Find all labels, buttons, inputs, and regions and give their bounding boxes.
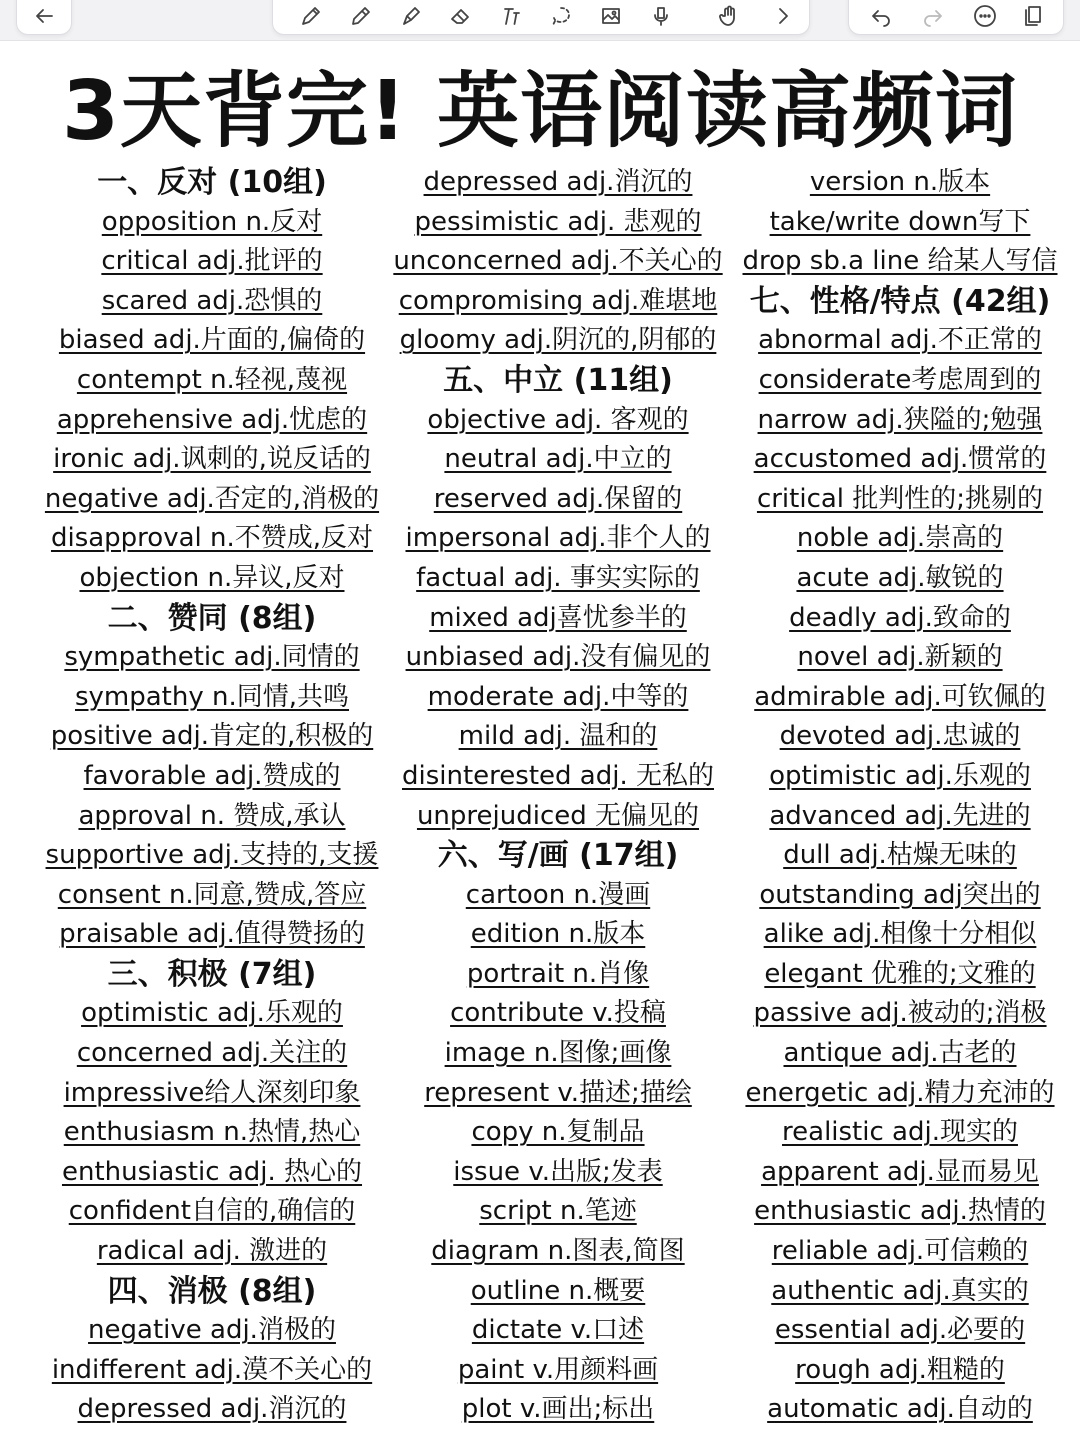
vocab-entry: enthusiastic adj.热情的 — [754, 1196, 1046, 1227]
section-heading-row — [32, 1272, 392, 1312]
section-heading-row — [378, 361, 738, 401]
vocab-entry: negative adj.否定的,消极的 — [44, 483, 380, 514]
vocab-row — [720, 203, 1080, 243]
toolbar-tools-group — [272, 0, 810, 35]
pencil-icon — [349, 4, 373, 28]
vocab-row — [378, 519, 738, 559]
section-heading: 三、积极 (7组) — [107, 956, 317, 992]
vocab-row — [32, 321, 392, 361]
vocab-row — [32, 282, 392, 322]
vocab-row — [32, 1311, 392, 1351]
vocab-entry: antique adj.古老的 — [783, 1038, 1017, 1069]
vocab-row — [720, 1390, 1080, 1430]
vocab-entry: favorable adj.赞成的 — [83, 760, 341, 791]
vocab-entry: edition n.版本 — [470, 919, 646, 950]
vocab-entry: alike adj.相像十分相似 — [763, 919, 1037, 950]
vocab-entry: ironic adj.讽刺的,说反话的 — [53, 444, 371, 475]
vocab-row — [720, 361, 1080, 401]
vocab-entry: consent n.同意,赞成,答应 — [57, 879, 367, 910]
section-heading-row — [32, 599, 392, 639]
page-title: 3天背完! 英语阅读高频词 — [61, 64, 1018, 159]
text-tool-button[interactable] — [495, 0, 527, 32]
vocab-row — [720, 757, 1080, 797]
vocab-row — [720, 440, 1080, 480]
vocab-row — [378, 1272, 738, 1312]
vocab-entry: objection n.异议,反对 — [79, 562, 345, 593]
vocab-row — [378, 1192, 738, 1232]
vocab-entry: contribute v.投稿 — [450, 998, 666, 1029]
vocab-row — [32, 638, 392, 678]
vocab-entry: enthusiastic adj. 热心的 — [61, 1156, 363, 1187]
vocab-entry: authentic adj.真实的 — [771, 1275, 1029, 1306]
section-heading: 二、赞同 (8组) — [107, 600, 317, 636]
more-icon — [973, 4, 997, 28]
vocab-entry: scared adj.恐惧的 — [101, 285, 323, 316]
vocab-row — [378, 1074, 738, 1114]
vocab-entry: rough adj.粗糙的 — [795, 1354, 1005, 1385]
vocab-entry: considerate考虑周到的 — [758, 364, 1042, 395]
vocab-row — [720, 1311, 1080, 1351]
vocab-entry: reserved adj.保留的 — [433, 483, 683, 514]
vocab-entry: praisable adj.值得赞扬的 — [59, 919, 365, 950]
vocab-row — [378, 876, 738, 916]
vocab-row — [32, 1351, 392, 1391]
vocab-entry: supportive adj.支持的,支援 — [45, 840, 379, 871]
vocab-row — [378, 678, 738, 718]
more-button[interactable] — [969, 0, 1001, 32]
vocab-row — [720, 638, 1080, 678]
pen-tool-button[interactable] — [295, 0, 327, 32]
vocab-entry: version n.版本 — [809, 167, 991, 197]
vocab-entry: dictate v.口述 — [471, 1315, 645, 1346]
vocab-row — [720, 1074, 1080, 1114]
toolbar-right-group — [848, 0, 1064, 35]
vocab-row — [720, 519, 1080, 559]
vocab-row — [720, 480, 1080, 520]
section-heading: 七、性格/特点 (42组) — [749, 283, 1051, 319]
vocab-row — [378, 163, 738, 203]
vocab-row — [378, 955, 738, 995]
vocab-row — [720, 994, 1080, 1034]
vocab-entry: apprehensive adj.忧虑的 — [56, 404, 368, 435]
vocab-entry: moderate adj.中等的 — [427, 681, 689, 712]
toolbar-left-group — [16, 0, 72, 35]
vocab-row — [720, 797, 1080, 837]
vocab-entry: negative adj.消极的 — [88, 1315, 336, 1346]
vocab-row — [720, 1192, 1080, 1232]
vocab-entry: neutral adj.中立的 — [444, 444, 672, 475]
text-tool-icon — [499, 4, 523, 28]
section-heading-row — [32, 163, 392, 203]
back-icon — [32, 4, 56, 28]
vocab-entry: radical adj. 激进的 — [96, 1236, 328, 1267]
vocab-entry: essential adj.必要的 — [774, 1315, 1026, 1346]
vocab-row — [378, 203, 738, 243]
vocab-row — [32, 519, 392, 559]
image-icon — [599, 4, 623, 28]
vocab-row — [720, 1351, 1080, 1391]
highlighter-tool-button[interactable] — [395, 0, 427, 32]
pages-button[interactable] — [1017, 0, 1049, 32]
vocab-row — [378, 1232, 738, 1272]
vocab-entry: opposition n.反对 — [101, 206, 323, 237]
vocab-row — [720, 915, 1080, 955]
vocab-entry: biased adj.片面的,偏倚的 — [58, 325, 366, 356]
vocab-column-2 — [378, 163, 738, 1430]
vocab-row — [32, 876, 392, 916]
vocab-entry: paint v.用颜料画 — [457, 1354, 659, 1385]
vocab-row — [720, 1034, 1080, 1074]
vocab-entry: mixed adj喜忧参半的 — [429, 602, 687, 633]
vocab-row — [378, 480, 738, 520]
vocab-row — [720, 1232, 1080, 1272]
vocab-row — [32, 1232, 392, 1272]
vocab-row — [32, 757, 392, 797]
vocab-row — [720, 1272, 1080, 1312]
vocab-entry: represent v.描述;描绘 — [424, 1077, 692, 1108]
eraser-tool-button[interactable] — [445, 0, 477, 32]
vocab-entry: energetic adj.精力充沛的 — [745, 1077, 1055, 1108]
pages-icon — [1021, 4, 1045, 28]
vocab-entry: noble adj.崇高的 — [796, 523, 1004, 554]
vocab-row — [32, 361, 392, 401]
vocab-entry: accustomed adj.惯常的 — [753, 444, 1047, 475]
vocab-entry: outline n.概要 — [470, 1275, 646, 1306]
vocab-entry: unconcerned adj.不关心的 — [393, 246, 723, 277]
hand-tool-button[interactable] — [713, 0, 745, 32]
vocab-entry: portrait n.肖像 — [466, 958, 650, 989]
vocab-entry: unbiased adj.没有偏见的 — [405, 642, 711, 673]
redo-button[interactable] — [917, 0, 949, 32]
lasso-icon — [549, 4, 573, 28]
image-tool-button[interactable] — [595, 0, 627, 32]
vocab-entry: plot v.画出;标出 — [461, 1394, 655, 1425]
vocab-entry: sympathetic adj.同情的 — [64, 642, 360, 673]
vocab-row — [378, 1351, 738, 1391]
section-heading: 六、写/画 (17组) — [437, 838, 679, 874]
vocab-entry: diagram n.图表,简图 — [431, 1236, 685, 1267]
pencil-tool-button[interactable] — [345, 0, 377, 32]
vocab-row — [378, 599, 738, 639]
vocab-entry: concerned adj.关注的 — [76, 1038, 348, 1069]
vocab-entry: positive adj.肯定的,积极的 — [50, 721, 374, 752]
vocab-entry: copy n.复制品 — [471, 1117, 645, 1148]
vocab-entry: contempt n.轻视,蔑视 — [76, 364, 348, 395]
section-heading: 一、反对 (10组) — [97, 165, 327, 200]
vocab-entry: approval n. 赞成,承认 — [78, 800, 346, 831]
vocab-row — [378, 242, 738, 282]
vocab-entry: indifferent adj.漠不关心的 — [51, 1354, 373, 1385]
vocab-row — [378, 1113, 738, 1153]
vocab-row — [32, 678, 392, 718]
vocab-row — [720, 321, 1080, 361]
vocab-entry: unprejudiced 无偏见的 — [416, 800, 700, 831]
pen-icon — [299, 4, 323, 28]
vocab-column-3 — [720, 163, 1080, 1430]
vocab-entry: factual adj. 事实实际的 — [416, 562, 700, 593]
vocab-entry: compromising adj.难堪地 — [398, 285, 718, 316]
vocab-entry: advanced adj.先进的 — [769, 800, 1031, 831]
vocab-row — [720, 1113, 1080, 1153]
undo-button[interactable] — [865, 0, 897, 32]
vocab-entry: automatic adj.自动的 — [767, 1394, 1033, 1425]
vocab-entry: passive adj.被动的;消极 — [753, 998, 1047, 1029]
chevron-right-icon — [771, 4, 795, 28]
vocab-row — [378, 1390, 738, 1430]
vocab-entry: apparent adj.显而易见 — [761, 1156, 1039, 1187]
eraser-icon — [449, 4, 473, 28]
vocab-row — [378, 440, 738, 480]
undo-icon — [869, 4, 893, 28]
vocab-entry: disinterested adj. 无私的 — [402, 760, 714, 791]
vocab-entry: sympathy n.同情,共鸣 — [74, 681, 350, 712]
microphone-icon — [649, 4, 673, 28]
vocab-entry: devoted adj.忠诚的 — [779, 721, 1021, 752]
vocab-entry: image n.图像;画像 — [444, 1038, 672, 1069]
vocab-entry: admirable adj.可钦佩的 — [754, 681, 1046, 712]
vocab-row — [32, 401, 392, 441]
vocab-entry: narrow adj.狭隘的;勉强 — [757, 404, 1043, 435]
vocab-entry: confident自信的,确信的 — [68, 1196, 356, 1227]
vocab-row — [720, 401, 1080, 441]
vocab-row — [32, 440, 392, 480]
vocab-row — [378, 797, 738, 837]
vocab-entry: dull adj.枯燥无味的 — [783, 840, 1017, 871]
vocab-row — [32, 1153, 392, 1193]
vocab-entry: elegant 优雅的;文雅的 — [764, 958, 1036, 989]
vocab-entry: pessimistic adj. 悲观的 — [414, 206, 702, 237]
vocab-row — [378, 717, 738, 757]
vocab-row — [32, 242, 392, 282]
vocab-row — [32, 480, 392, 520]
vocab-entry: acute adj.敏锐的 — [796, 562, 1004, 593]
redo-icon — [921, 4, 945, 28]
vocab-row — [378, 401, 738, 441]
vocab-entry: mild adj. 温和的 — [458, 721, 658, 752]
vocab-row — [32, 1074, 392, 1114]
vocab-row — [378, 1311, 738, 1351]
vocab-row — [720, 836, 1080, 876]
section-heading-row — [32, 955, 392, 995]
vocab-row — [378, 1034, 738, 1074]
section-heading: 四、消极 (8组) — [107, 1273, 317, 1309]
vocab-entry: objective adj. 客观的 — [427, 404, 689, 435]
vocab-row — [720, 242, 1080, 282]
back-button[interactable] — [28, 0, 60, 32]
lasso-tool-button[interactable] — [545, 0, 577, 32]
vocab-row — [32, 559, 392, 599]
vocab-row — [32, 1034, 392, 1074]
section-heading: 五、中立 (11组) — [443, 362, 673, 398]
vocab-entry: critical adj.批评的 — [101, 246, 323, 277]
vocab-row — [378, 994, 738, 1034]
vocab-row — [378, 321, 738, 361]
vocab-row — [720, 599, 1080, 639]
vocab-entry: script n.笔迹 — [479, 1196, 637, 1227]
vocab-row — [720, 163, 1080, 203]
vocab-row — [720, 717, 1080, 757]
vocab-row — [32, 1113, 392, 1153]
vocab-entry: novel adj.新颖的 — [797, 642, 1003, 673]
vocab-entry: take/write down写下 — [769, 206, 1031, 237]
vocab-row — [32, 797, 392, 837]
vocab-entry: realistic adj.现实的 — [782, 1117, 1018, 1148]
section-heading-row — [720, 282, 1080, 322]
vocab-row — [32, 915, 392, 955]
vocab-row — [720, 876, 1080, 916]
vocab-entry: issue v.出版;发表 — [453, 1156, 663, 1187]
highlighter-icon — [399, 4, 423, 28]
vocab-entry: abnormal adj.不正常的 — [758, 325, 1042, 356]
vocab-row — [378, 1153, 738, 1193]
vocab-row — [32, 717, 392, 757]
vocab-row — [720, 559, 1080, 599]
vocab-entry: reliable adj.可信赖的 — [771, 1236, 1029, 1267]
vocab-entry: optimistic adj.乐观的 — [81, 998, 343, 1029]
vocab-entry: cartoon n.漫画 — [465, 879, 651, 910]
vocab-row — [32, 1390, 392, 1430]
microphone-button[interactable] — [645, 0, 677, 32]
vocab-entry: depressed adj.消沉的 — [77, 1394, 347, 1425]
vocab-row — [378, 559, 738, 599]
vocab-row — [378, 915, 738, 955]
vocab-entry: impressive给人深刻印象 — [63, 1077, 361, 1108]
vocab-row — [378, 638, 738, 678]
vocab-entry: drop sb.a line 给某人写信 — [742, 246, 1058, 277]
vocab-entry: outstanding adj突出的 — [759, 879, 1041, 910]
vocab-row — [32, 994, 392, 1034]
vocab-column-1 — [32, 163, 392, 1430]
vocab-row — [32, 836, 392, 876]
vocab-row — [32, 1192, 392, 1232]
vocab-row — [720, 1153, 1080, 1193]
section-heading-row — [378, 836, 738, 876]
vocab-entry: critical 批判性的;挑剔的 — [756, 483, 1044, 514]
vocab-row — [32, 203, 392, 243]
vocab-row — [720, 678, 1080, 718]
vocab-row — [378, 757, 738, 797]
vocab-entry: gloomy adj.阴沉的,阴郁的 — [399, 325, 717, 356]
vocab-entry: depressed adj.消沉的 — [423, 167, 693, 197]
vocab-entry: optimistic adj.乐观的 — [769, 760, 1031, 791]
vocab-row — [378, 282, 738, 322]
vocab-row — [720, 955, 1080, 995]
hand-icon — [717, 4, 741, 28]
more-tools-button[interactable] — [767, 0, 799, 32]
top-toolbar — [0, 0, 1080, 41]
vocab-entry: impersonal adj.非个人的 — [405, 523, 711, 554]
vocab-entry: deadly adj.致命的 — [789, 602, 1011, 633]
vocab-entry: enthusiasm n.热情,热心 — [63, 1117, 361, 1148]
vocab-entry: disapproval n.不赞成,反对 — [50, 523, 374, 554]
